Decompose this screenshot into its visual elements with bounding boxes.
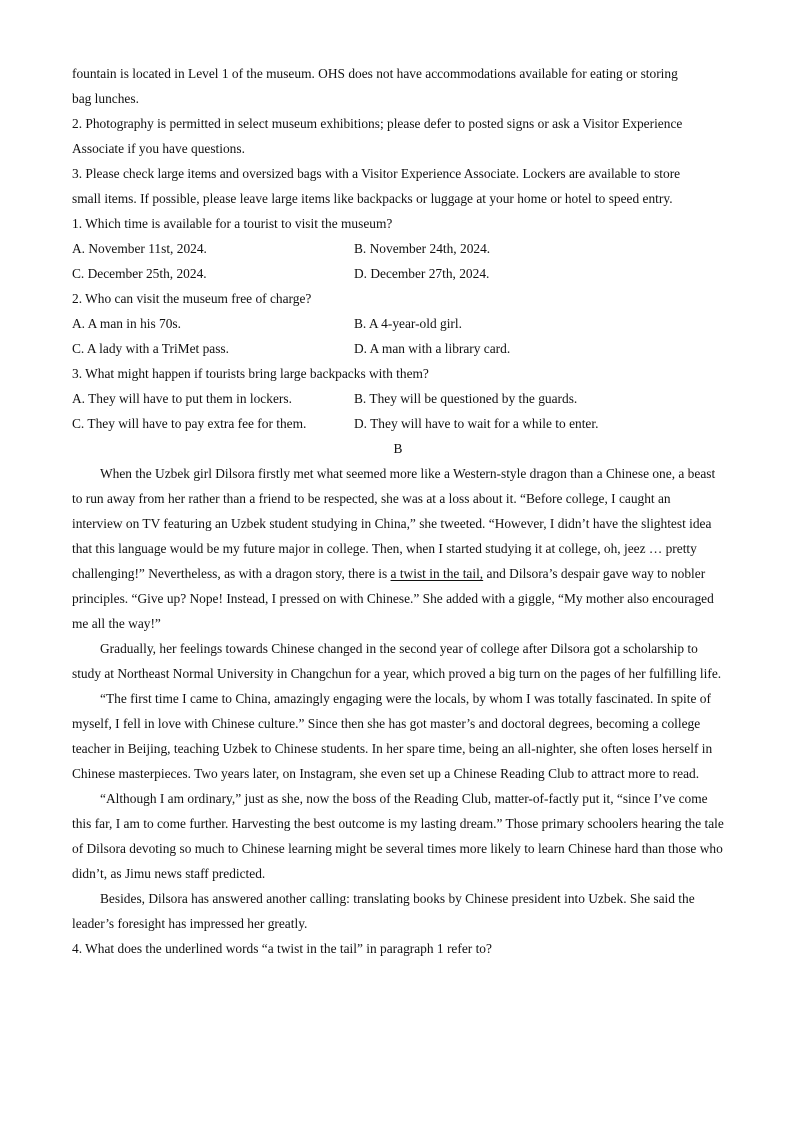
option-row xyxy=(72,386,724,411)
option-d: D. A man with a library card. xyxy=(354,341,511,356)
option-a: A. A man in his 70s. xyxy=(72,316,181,331)
option-b: B. November 24th, 2024. xyxy=(354,241,491,256)
option-c: C. December 25th, 2024. xyxy=(72,266,207,281)
notice-line: Associate if you have questions. xyxy=(72,141,245,156)
notice-line: fountain is located in Level 1 of the museum. OHS does not have accommodations available for eating or storing xyxy=(72,66,678,81)
option-b: B. A 4-year-old girl. xyxy=(354,316,462,331)
question-stem: 3. What might happen if tourists bring large backpacks with them? xyxy=(72,366,429,381)
underlined-phrase: a twist in the tail, xyxy=(390,566,484,581)
option-row xyxy=(72,411,724,436)
paragraph-text: and Dilsora’s despair gave way to nobler principles. “Give up? Nope! Instead, I pressed on with Chinese.” She added with a giggle, “My mother also encouraged me all the way!” xyxy=(72,566,714,631)
option-row xyxy=(72,261,724,286)
option-b: B. They will be questioned by the guards. xyxy=(354,391,578,406)
passage-paragraph-1 xyxy=(72,461,724,636)
option-d: D. They will have to wait for a while to enter. xyxy=(354,416,599,431)
option-row xyxy=(72,311,724,336)
option-row xyxy=(72,236,724,261)
passage-paragraph-3: “The first time I came to China, amazingly engaging were the locals, by whom I was totally fascinated. In spite of myself, I fell in love with Chinese culture.” Since then she has got master’s and doctoral degrees, becoming a college teacher in Beijing, teaching Uzbek to Chinese students. In her spare time, being an all-nighter, she often loses herself in Chinese masterpieces. Two years later, on Instagram, she even set up a Chinese Reading Club to attract more to read. xyxy=(72,691,713,781)
paragraph-text: When the Uzbek girl Dilsora firstly met what seemed more like a Western-style dragon than a Chinese one, a beast to run away from her rather than a friend to be respected, she was at a loss about it. “Before college, I caught an interview on TV featuring an Uzbek student studying in China,” she tweeted. “However, I didn’t have the slightest idea that this language would be my future major in college. Then, when I started studying it at college, oh, jeez … pretty challenging!” Nevertheless, as with a dragon story, there is xyxy=(72,466,716,581)
question-stem: 4. What does the underlined words “a twist in the tail” in paragraph 1 refer to? xyxy=(72,941,492,956)
question-stem: 2. Who can visit the museum free of charge? xyxy=(72,291,312,306)
section-heading: B xyxy=(393,441,403,456)
notice-line: 2. Photography is permitted in select museum exhibitions; please defer to posted signs or ask a Visitor Experience xyxy=(72,116,683,131)
question-stem: 1. Which time is available for a tourist to visit the museum? xyxy=(72,216,393,231)
notice-line: bag lunches. xyxy=(72,91,139,106)
page-content xyxy=(72,61,724,961)
notice-line: small items. If possible, please leave large items like backpacks or luggage at your home or hotel to speed entry. xyxy=(72,191,673,206)
option-c: C. They will have to pay extra fee for them. xyxy=(72,416,307,431)
option-d: D. December 27th, 2024. xyxy=(354,266,490,281)
option-a: A. They will have to put them in lockers. xyxy=(72,391,292,406)
passage-paragraph-4: “Although I am ordinary,” just as she, now the boss of the Reading Club, matter-of-factly put it, “since I’ve come this far, I am to come further. Harvesting the best outcome is my lasting dream.” Those primary schoolers hearing the tale of Dilsora devoting so much to Chinese learning might be several times more likely to learn Chinese hard than those who didn’t, as Jimu news staff predicted. xyxy=(72,791,724,881)
passage-paragraph-5: Besides, Dilsora has answered another calling: translating books by Chinese president into Uzbek. She said the leader’s foresight has impressed her greatly. xyxy=(72,891,695,931)
option-a: A. November 11st, 2024. xyxy=(72,241,207,256)
notice-line: 3. Please check large items and oversized bags with a Visitor Experience Associate. Lockers are available to store xyxy=(72,166,681,181)
option-c: C. A lady with a TriMet pass. xyxy=(72,341,229,356)
passage-paragraph-2: Gradually, her feelings towards Chinese changed in the second year of college after Dilsora got a scholarship to study at Northeast Normal University in Changchun for a year, which proved a big turn on the pages of her fulfilling life. xyxy=(72,641,722,681)
option-row xyxy=(72,336,724,361)
